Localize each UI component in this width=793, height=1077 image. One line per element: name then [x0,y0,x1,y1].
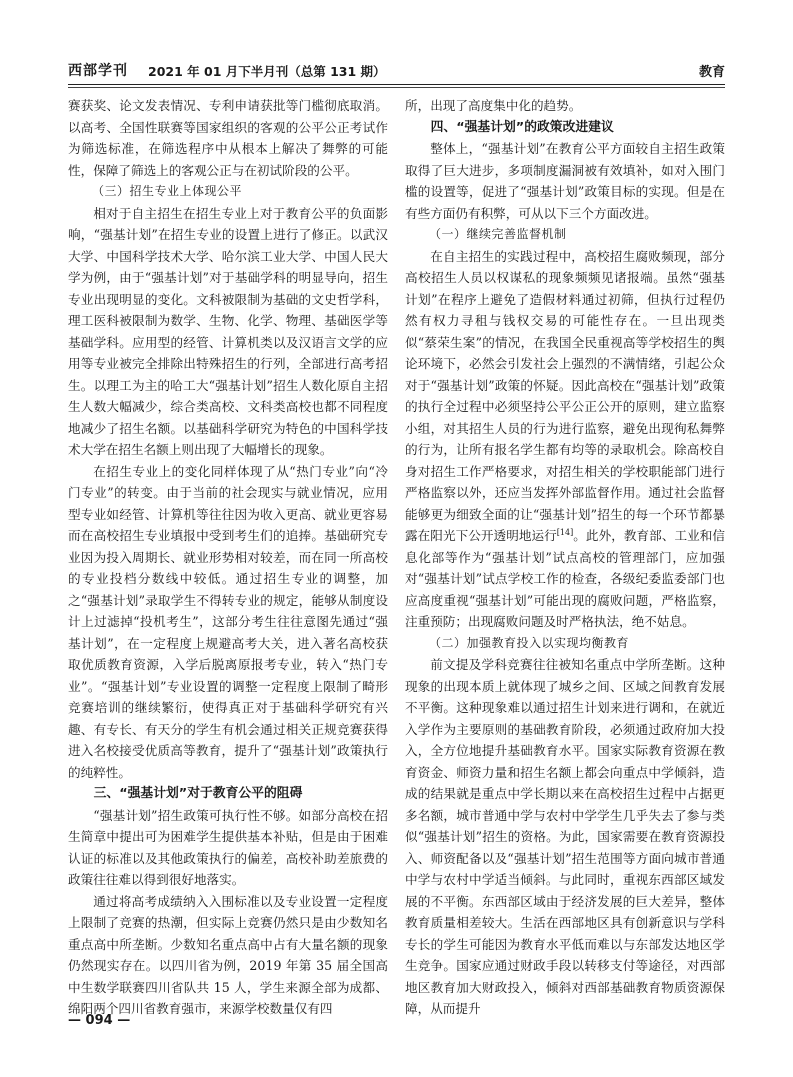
left-column [68,95,388,1020]
page-number: — 094 — [68,1013,131,1028]
subsection-heading: （三）招生专业上体现公平 [92,184,243,198]
paragraph: 赛获奖、论文发表情况、专利申请获批等门槛彻底取消。以高考、全国性联赛等国家组织的客观的公平公正考试作为筛选标准，在筛选程序中从根本上解决了舞弊的可能性，保障了筛选上的客观公正与在初试阶段的公平。 [68,98,388,178]
paragraph: “强基计划”招生政策可执行性不够。如部分高校在招生简章中提出可为困难学生提供基本补贴，但是由于困难认证的标准以及其他政策执行的偏差，高校补助差旅费的政策往往难以得到很好地落实。 [68,807,388,887]
citation-ref[interactable]: [14] [556,527,574,537]
journal-name: 西部学刊 [68,63,128,79]
section-label: 教育 [698,65,725,80]
paragraph-text: 在自主招生的实践过程中，高校招生腐败频现，部分高校招生人员以权谋私的现象频频见诸报端。虽然“强基计划”在程序上避免了造假材料通过初筛，但执行过程仍然有权力寻租与钱权交易的可能性存在。一旦出现类似“蔡荣生案”的情况，在我国全民重视高等学校招生的舆论环境下，必然会引发社会上强烈的不满情绪，引起公众对于“强基计划”政策的怀疑。因此高校在“强基计划”政策的执行全过程中必须坚持公平公正公开的原则，建立监察小组，对其招生人员的行为进行监察，避免出现徇私舞弊的行为，让所有报名学生都有均等的录取机会。除高校自身对招生工作严格要求，对招生相关的学校职能部门进行严格监察以外，还应当发挥外部监督作用。通过社会监督能够更为细致全面的让“强基计划”招生的每一个环节都暴露在阳光下公开透明地运行 [405,248,725,543]
paragraph: 通过将高考成绩纳入入围标准以及专业设置一定程度上限制了竞赛的热潮，但实际上竞赛仍然只是由少数知名重点高中所垄断。少数知名重点高中占有大量名额的现象仍然现实存在。以四川省为例，2019 年第 35 届全国高中生数学联赛四川省队共 15 人，学生来源全部为成都、绵阳两个四川省教育强市，来源学校数量仅有四 [68,893,388,1016]
section-heading: 四、“强基计划”的政策改进建议 [430,119,614,135]
paragraph: 所，出现了高度集中化的趋势。 [405,98,582,113]
header-rule [68,87,725,88]
paragraph: 前文提及学科竞赛往往被知名重点中学所垄断。这种现象的出现本质上就体现了城乡之间、区域之间教育发展不平衡。这种现象难以通过招生计划来进行调和，在就近入学作为主要原则的基础教育阶段，必须通过政府加大投入，全方位地提升基础教育水平。国家实际教育资源在教育资金、师资力量和招生名额上都会向重点中学倾斜，造成的结果就是重点中学长期以来在高校招生过程中占据更多名额，城市普通中学与农村中学学生几乎失去了参与类似“强基计划”招生的资格。为此，国家需要在教育资源投入、师资配备以及“强基计划”招生范围等方面向城市普通中学与农村中学适当倾斜。与此同时，重视东西部区域发展的不平衡。东西部区域由于经济发展的巨大差异，整体教育质量相差较大。生活在西部地区具有创新意识与学科专长的学生可能因为教育水平低而难以与东部发达地区学生竞争。国家应通过财政手段以转移支付等途径，对西部地区教育加大财政投入，倾斜对西部基础教育物质资源保障，从而提升 [405,657,725,1016]
issue-info: 2021 年 01 月下半月刊（总第 131 期） [148,64,386,79]
right-column [405,95,725,1020]
paragraph [405,246,725,633]
running-header [68,58,725,85]
subsection-heading: （二）加强教育投入以实现均衡教育 [429,635,630,650]
paragraph: 相对于自主招生在招生专业上对于教育公平的负面影响，“强基计划”在招生专业的设置上进行了修正。以武汉大学、中国科学技术大学、哈尔滨工业大学、中国人民大学为例，由于“强基计划”对于基础学科的明显导向，招生专业出现明显的变化。文科被限制为基础的文史哲学科，理工医科被限制为数学、生物、化学、物理、基础医学等基础学科。应用型的经管、计算机类以及汉语言文学的应用等专业被完全排除出特殊招生的行列，全部进行高考招生。以理工为主的哈工大“强基计划”招生人数化原自主招生人数大幅减少，综合类高校、文科类高校也都不同程度地减少了招生名额。以基础科学研究为特色的中国科学技术大学在招生名额上则出现了大幅增长的现象。 [68,205,388,457]
paragraph-text: 。此外，教育部、工业和信息化部等作为“强基计划”试点高校的管理部门，应加强对“强基计划”试点学校工作的检查，各级纪委监委部门也应高度重视“强基计划”可能出现的腐败问题，严格监察，注重预防；出现腐败问题及时严格执法，绝不姑息。 [405,528,726,629]
section-heading: 三、“强基计划”对于教育公平的阻碍 [93,786,303,801]
paragraph: 整体上，“强基计划”在教育公平方面较自主招生政策取得了巨大进步，多项制度漏洞被有效填补，如对入围门槛的设置等，促进了“强基计划”政策目标的实现。但是在有些方面仍有积弊，可从以下三个方面改进。 [405,141,725,221]
subsection-heading: （一）继续完善监督机制 [429,227,567,241]
paragraph: 在招生专业上的变化同样体现了从“热门专业”向“冷门专业”的转变。由于当前的社会现实与就业情况，应用型专业如经管、计算机等往往因为收入更高、就业更容易而在高校招生专业填报中受到考生们的追捧。基础研究专业因为投入周期长、就业形势相对较差，而在同一所高校的专业投档分数线中较低。通过招生专业的调整，加之“强基计划”录取学生不得转专业的规定，能够从制度设计上过滤掉“投机考生”，这部分考生往往意图先通过“强基计划”，在一定程度上规避高考大关，进入著名高校获取优质教育资源，入学后脱离原报考专业，转入“热门专业”。“强基计划”专业设置的调整一定程度上限制了畸形竞赛培训的继续繁衍，使得真正对于基础科学研究有兴趣、有专长、有天分的学生有机会通过相关正规竞赛获得进入名校接受优质高等教育，提升了“强基计划”政策执行的纯粹性。 [68,463,388,780]
